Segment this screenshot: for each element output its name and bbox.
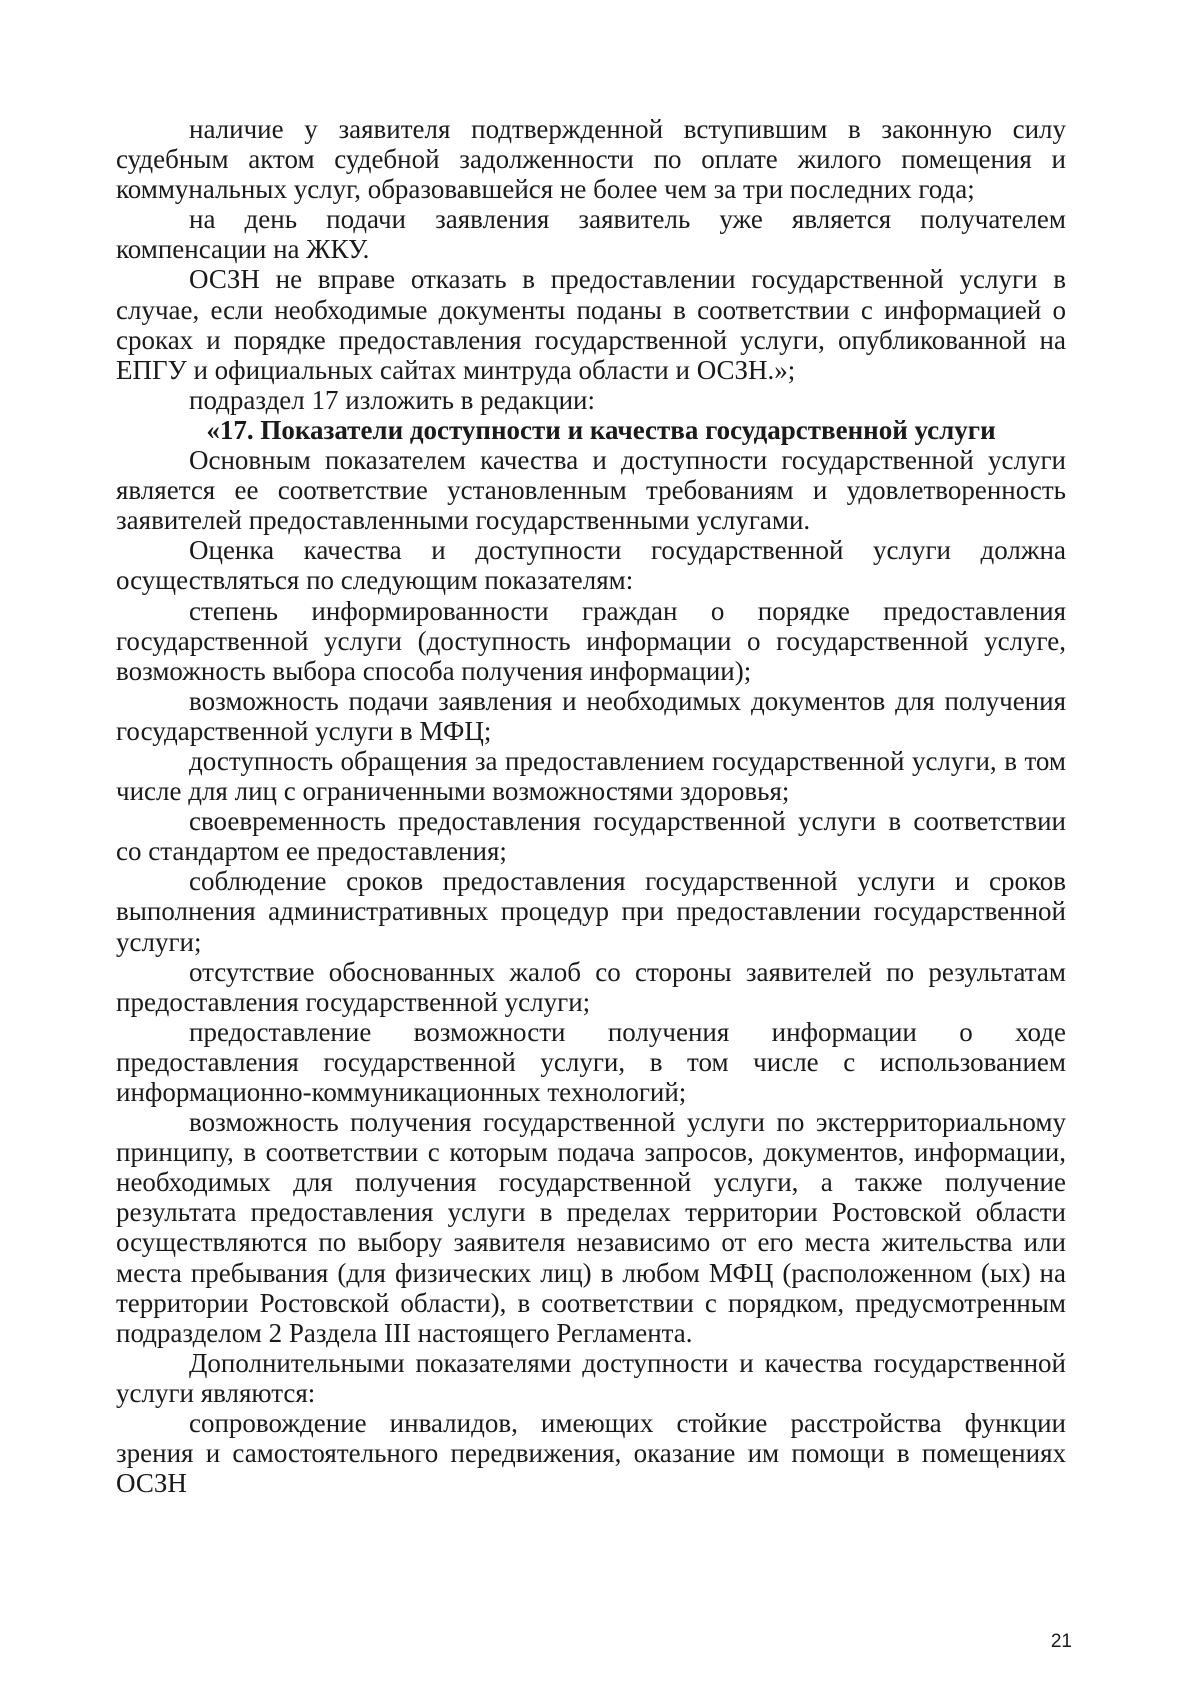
paragraph-main-indicator: Основным показателем качества и доступности государственной услуги является ее соответствие установленным требованиям и удовлетворенность заявителей предоставленными государственными услугами. [116, 445, 1066, 536]
paragraph-informedness: степень информированности граждан о порядке предоставления государственной услуги (доступность информации о государственной услуге, возможность выбора способа получения информации); [116, 595, 1066, 686]
paragraph-progress-info: предоставление возможности получения информации о ходе предоставления государственной услуги, в том числе с использованием информационно-коммуникационных технологий; [116, 1016, 1066, 1107]
document-body [116, 114, 1066, 1498]
paragraph-accessibility: доступность обращения за предоставлением государственной услуги, в том числе для лиц с ограниченными возможностями здоровья; [116, 745, 1066, 807]
page-number: 21 [1050, 1631, 1072, 1652]
paragraph-evaluation: Оценка качества и доступности государственной услуги должна осуществляться по следующим показателям: [116, 535, 1066, 596]
paragraph-already-recipient: на день подачи заявления заявитель уже является получателем компенсации на ЖКУ. [116, 204, 1066, 265]
paragraph-extraterritorial: возможность получения государственной услуги по экстерриториальному принципу, в соответствии с которым подача запросов, документов, информации, необходимых для получения государственной услуги, а также получение результата предоставления услуги в пределах территории Ростовской области осуществляются по выбору заявителя независимо от его места жительства или места пребывания (для физических лиц) в любом МФЦ (расположенном (ых) на территории Ростовской области), в соответствии с порядком, предусмотренным подразделом 2 Раздела III настоящего Регламента. [116, 1107, 1066, 1348]
paragraph-disabled-support: сопровождение инвалидов, имеющих стойкие расстройства функции зрения и самостоятельного передвижения, оказание им помощи в помещениях ОСЗН [116, 1408, 1066, 1499]
paragraph-subsection-17-intro: подраздел 17 изложить в редакции: [189, 384, 595, 415]
section-heading-17: «17. Показатели доступности и качества государственной услуги [206, 414, 996, 445]
paragraph-no-refusal: ОСЗН не вправе отказать в предоставлении государственной услуги в случае, если необходимые документы поданы в соответствии с информацией о сроках и порядке предоставления государственной услуги, опубликованной на ЕПГУ и официальных сайтах минтруда области и ОСЗН.»; [116, 264, 1066, 385]
paragraph-additional-indicators: Дополнительными показателями доступности и качества государственной услуги являются: [116, 1347, 1066, 1408]
paragraph-court-debt: наличие у заявителя подтвержденной вступившим в законную силу судебным актом судебной задолженности по оплате жилого помещения и коммунальных услуг, образовавшейся не более чем за три последних года; [116, 114, 1066, 205]
paragraph-mfc-submission: возможность подачи заявления и необходимых документов для получения государственной услуги в МФЦ; [116, 685, 1066, 746]
paragraph-timeliness: своевременность предоставления государственной услуги в соответствии со стандартом ее предоставления; [116, 806, 1066, 867]
paragraph-deadlines: соблюдение сроков предоставления государственной услуги и сроков выполнения административных процедур при предоставлении государственной услуги; [116, 866, 1066, 957]
paragraph-no-complaints: отсутствие обоснованных жалоб со стороны заявителей по результатам предоставления государственной услуги; [116, 956, 1066, 1017]
